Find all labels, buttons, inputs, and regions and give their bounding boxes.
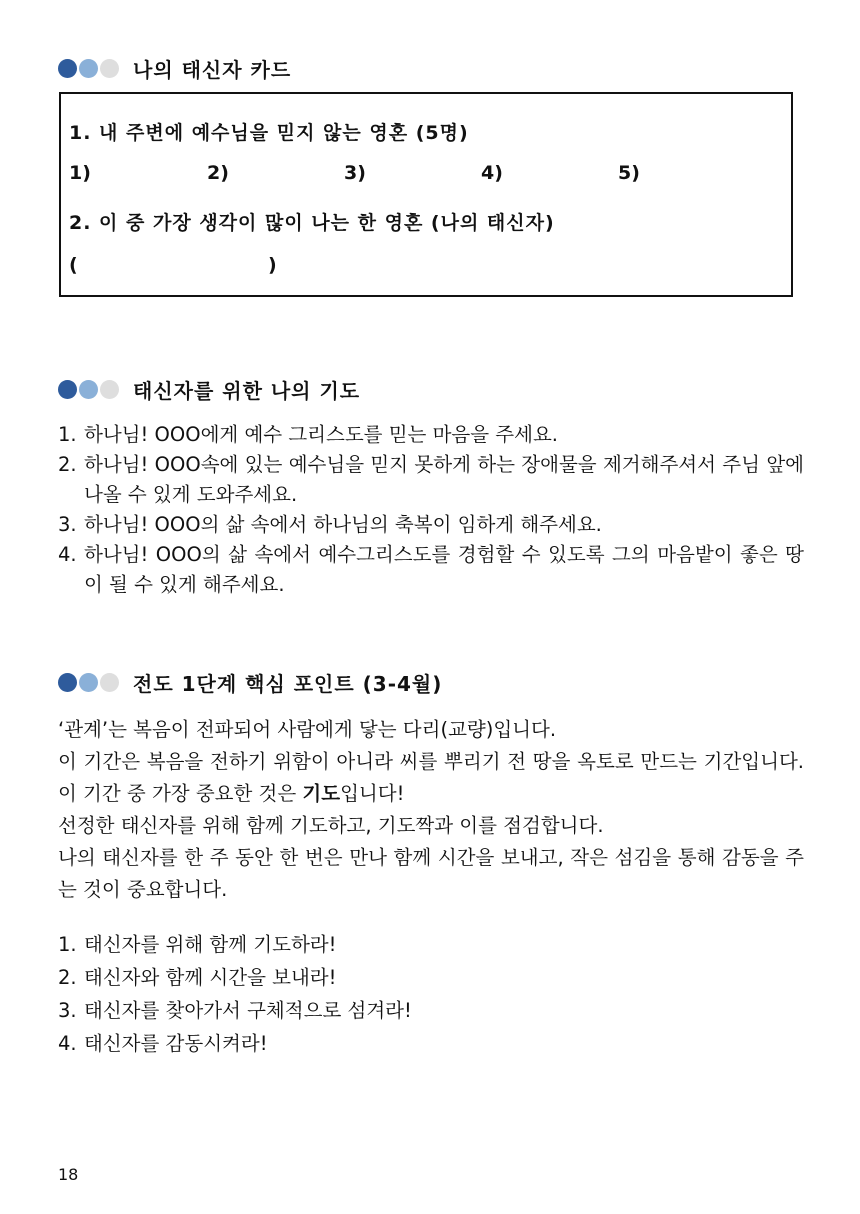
dot-dark-icon bbox=[58, 59, 77, 78]
section-title: 전도 1단계 핵심 포인트 (3-4월) bbox=[133, 671, 443, 696]
bullet-dots-icon bbox=[58, 380, 121, 399]
paren-close: ) bbox=[268, 254, 277, 276]
list-item: 1. 하나님! OOO에게 예수 그리스도를 믿는 마음을 주세요. bbox=[58, 423, 558, 446]
paragraph: 나의 태신자를 한 주 동안 한 번은 만나 함께 시간을 보내고, 작은 섬김을 통해 감동을 주는 것이 중요합니다. bbox=[58, 846, 804, 901]
prayer-list bbox=[58, 420, 804, 600]
emphasis-text: 기도 bbox=[302, 782, 341, 805]
paragraph: ‘관계’는 복음이 전파되어 사람에게 닿는 다리(교량)입니다. bbox=[58, 718, 557, 741]
dot-dark-icon bbox=[58, 380, 77, 399]
key-points-list bbox=[58, 928, 804, 1060]
dot-light-icon bbox=[79, 673, 98, 692]
section-heading-prayer bbox=[58, 377, 360, 401]
dot-grey-icon bbox=[100, 673, 119, 692]
slot-5: 5) bbox=[618, 162, 640, 184]
dot-light-icon bbox=[79, 380, 98, 399]
section-heading-card bbox=[58, 56, 291, 80]
paren-open: ( bbox=[69, 254, 78, 276]
bullet-dots-icon bbox=[58, 59, 121, 78]
taesinja-card-box bbox=[59, 92, 793, 297]
section-heading-key-points bbox=[58, 670, 442, 694]
key-points-body bbox=[58, 714, 804, 906]
dot-light-icon bbox=[79, 59, 98, 78]
section-title: 나의 태신자 카드 bbox=[133, 57, 292, 82]
slot-2: 2) bbox=[207, 162, 229, 184]
paragraph: 이 기간은 복음을 전하기 위함이 아니라 씨를 뿌리기 전 땅을 옥토로 만드는 기간입니다. 이 기간 중 가장 중요한 것은 기도입니다! bbox=[58, 750, 804, 805]
card-question-1: 1. 내 주변에 예수님을 믿지 않는 영혼 (5명) bbox=[69, 122, 469, 144]
section-title: 태신자를 위한 나의 기도 bbox=[133, 378, 361, 403]
bullet-dots-icon bbox=[58, 673, 121, 692]
list-item: 3. 하나님! OOO의 삶 속에서 하나님의 축복이 임하게 해주세요. bbox=[58, 513, 602, 536]
dot-grey-icon bbox=[100, 59, 119, 78]
list-item: 1. 태신자를 위해 함께 기도하라! bbox=[58, 933, 337, 956]
list-item: 4. 태신자를 감동시켜라! bbox=[58, 1032, 268, 1055]
dot-grey-icon bbox=[100, 380, 119, 399]
card-question-2: 2. 이 중 가장 생각이 많이 나는 한 영혼 (나의 태신자) bbox=[69, 212, 555, 234]
slot-4: 4) bbox=[481, 162, 503, 184]
list-item: 4. 하나님! OOO의 삶 속에서 예수그리스도를 경험할 수 있도록 그의 마음밭이 좋은 땅이 될 수 있게 해주세요. bbox=[58, 543, 804, 596]
slot-3: 3) bbox=[344, 162, 366, 184]
list-item: 2. 태신자와 함께 시간을 보내라! bbox=[58, 966, 337, 989]
paragraph: 선정한 태신자를 위해 함께 기도하고, 기도짝과 이를 점검합니다. bbox=[58, 814, 604, 837]
list-item: 2. 하나님! OOO속에 있는 예수님을 믿지 못하게 하는 장애물을 제거해주셔서 주님 앞에 나올 수 있게 도와주세요. bbox=[58, 453, 804, 506]
page-number: 18 bbox=[58, 1165, 79, 1184]
slot-1: 1) bbox=[69, 162, 91, 184]
list-item: 3. 태신자를 찾아가서 구체적으로 섬겨라! bbox=[58, 999, 412, 1022]
dot-dark-icon bbox=[58, 673, 77, 692]
